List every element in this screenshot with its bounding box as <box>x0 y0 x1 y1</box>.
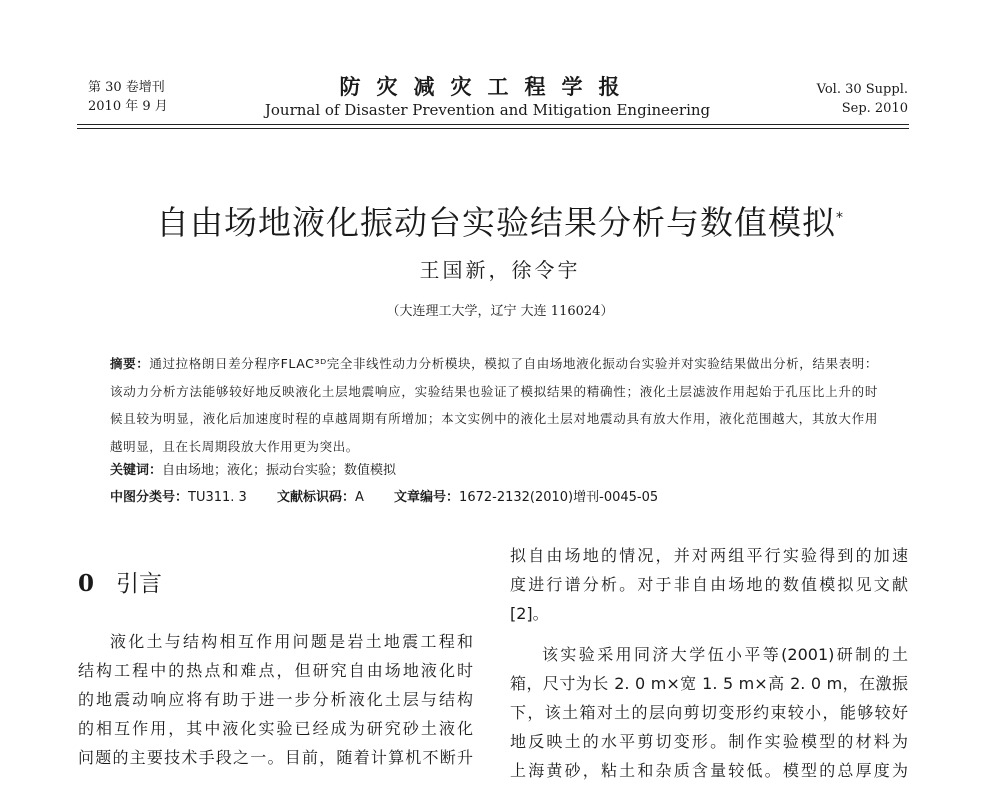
body-line: 液化土与结构相互作用问题是岩土地震工程和 <box>110 632 473 651</box>
body-line: 拟自由场地的情况，并对两组平行实验得到的加速 <box>510 546 908 565</box>
classification-line <box>110 487 878 509</box>
journal-name-en: Journal of Disaster Prevention and Mitigation Engineering <box>264 101 711 119</box>
clc-label: 中图分类号： <box>110 490 189 505</box>
body-line: 箱，尺寸为长 2. 0 m×宽 1. 5 m×高 2. 0 m，在激振 <box>510 674 908 693</box>
body-line: 的相互作用，其中液化实验已经成为研究砂土液化 <box>78 719 473 738</box>
article-value: 1672-2132(2010)增刊-0045-05 <box>459 490 659 505</box>
body-line: 下，该土箱对土的层向剪切变形约束较小，能够较好 <box>510 703 908 722</box>
keywords <box>110 460 878 482</box>
body-line: 度进行谱分析。对于非自由场地的数值模拟见文献 <box>510 575 908 594</box>
body-line: 地反映土的水平剪切变形。制作实验模型的材料为 <box>510 732 908 751</box>
body-line: 问题的主要技术手段之一。目前，随着计算机不断升 <box>78 748 473 767</box>
abstract-label: 摘要： <box>110 356 150 371</box>
doc-value: A <box>354 490 364 505</box>
header-rule-thick <box>77 124 909 125</box>
journal-name-cn: 防灾减灾工程学报 <box>339 75 636 99</box>
abstract-text: 通过拉格朗日差分程序FLAC³ᴰ完全非线性动力分析模块，模拟了自由场地液化振动台实验并对实验结果做出分析，结果表明：该动力分析方法能够较好地反映液化土层地震响应，实验结果也验证了模拟结果的精确性；液化土层滤波作用起始于孔压比上升的时候且较为明显，液化后加速度时程的卓越周期有所增加；本文实例中的液化土层对地震动具有放大作用，液化范围越大，其放大作用越明显，且在长周期段放大作用更为突出。 <box>110 356 878 454</box>
clc-number <box>110 490 247 505</box>
running-header-center <box>215 74 760 120</box>
right-column <box>510 541 908 785</box>
left-column <box>78 627 473 772</box>
header-rule-thin <box>77 128 909 129</box>
date-en: Sep. 2010 <box>841 101 908 116</box>
article-label: 文章编号： <box>394 490 460 505</box>
article-number <box>394 490 658 505</box>
running-header-right <box>780 80 908 118</box>
title-footnote-mark: * <box>836 210 844 226</box>
affiliation: （大连理工大学，辽宁 大连 116024） <box>386 304 614 319</box>
volume-issue-cn: 第 30 卷增刊 <box>88 80 165 95</box>
body-line: [2]。 <box>510 604 549 623</box>
body-line: 该实验采用同济大学伍小平等(2001)研制的土 <box>542 645 908 664</box>
section-title: 引言 <box>116 571 163 597</box>
abstract <box>110 350 878 460</box>
keywords-label: 关键词： <box>110 463 163 478</box>
body-line: 上海黄砂，粘土和杂质含量较低。模型的总厚度为 <box>510 761 908 780</box>
running-header-left <box>88 78 168 116</box>
doc-label: 文献标识码： <box>276 490 355 505</box>
body-line: 的地震动响应将有助于进一步分析液化土层与结构 <box>78 690 473 709</box>
keywords-text: 自由场地；液化；振动台实验；数值模拟 <box>162 463 397 478</box>
paper-title-text: 自由场地液化振动台实验结果分析与数值模拟 <box>156 203 836 242</box>
document-code <box>277 490 364 505</box>
section-heading <box>78 569 162 599</box>
clc-value: TU311. 3 <box>188 490 247 505</box>
section-number: 0 <box>78 570 95 597</box>
paper-title <box>60 196 940 245</box>
date-cn: 2010 年 9 月 <box>88 99 168 114</box>
body-line: 结构工程中的热点和难点，但研究自由场地液化时 <box>78 661 473 680</box>
volume-issue-en: Vol. 30 Suppl. <box>816 82 908 97</box>
authors: 王国新，徐令宇 <box>419 258 581 282</box>
